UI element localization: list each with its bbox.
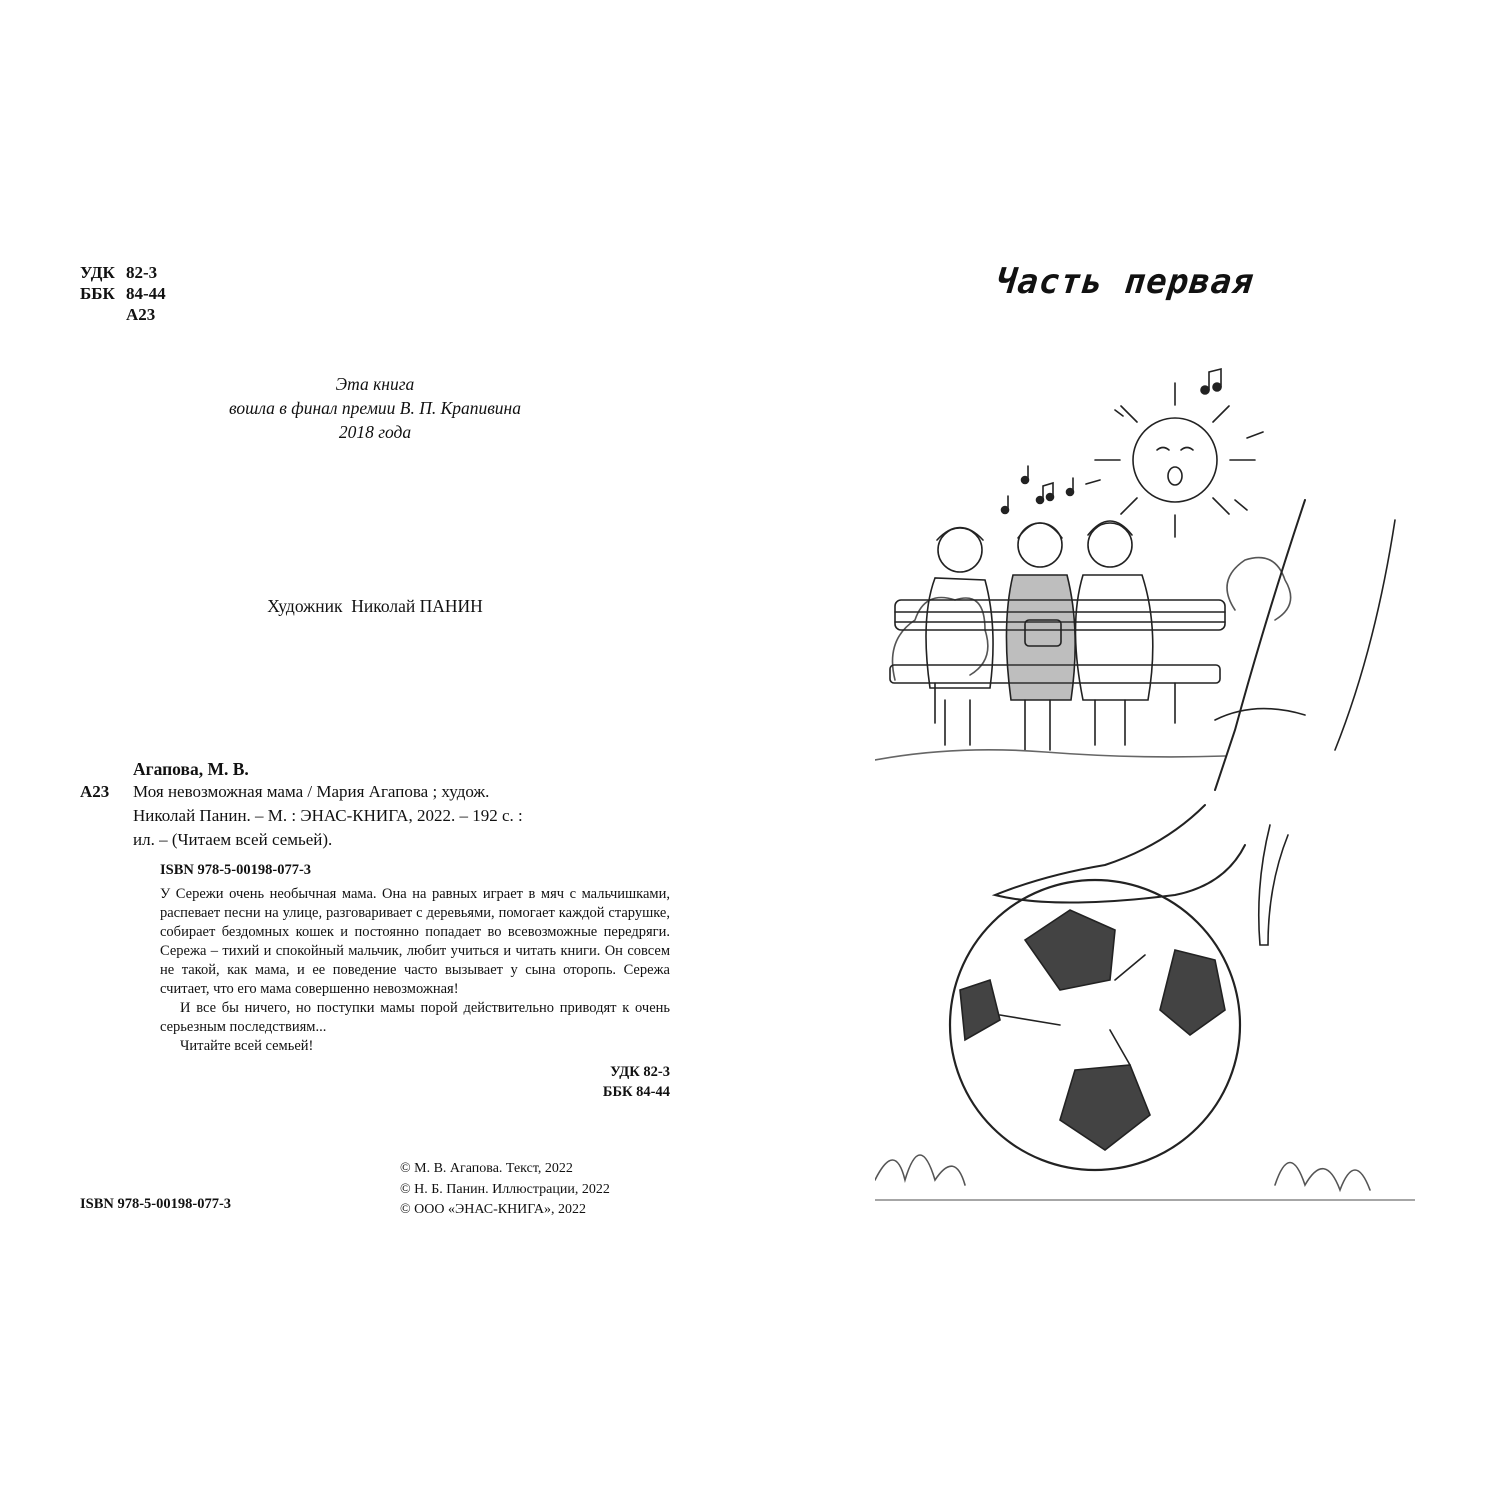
- high-heel-shoe-icon: [995, 500, 1395, 945]
- classification-codes: [80, 262, 166, 325]
- award-line: вошла в финал премии В. П. Крапивина: [229, 398, 521, 418]
- soccer-ball-icon: [950, 880, 1240, 1170]
- bbk-label: ББК: [80, 284, 115, 303]
- right-page: [750, 0, 1500, 1500]
- copyright-line: © ООО «ЭНАС-КНИГА», 2022: [400, 1202, 586, 1217]
- catalog-isbn: ISBN 978-5-00198-077-3: [160, 862, 312, 878]
- entry-line: Николай Панин. – М. : ЭНАС-КНИГА, 2022. – 192 с. :: [133, 806, 523, 825]
- part-title: Часть первая: [994, 262, 1256, 302]
- catalog-index: А23: [80, 782, 110, 801]
- award-note: [80, 372, 670, 444]
- author-index: А23: [126, 305, 156, 324]
- annotation-paragraph: У Сережи очень необычная мама. Она на равных играет в мяч с мальчишками, распевает песни на улице, разговаривает с деревьями, помогает каждой старушке, собирает бездомных кошек и постоянно попадает во всевозможные передряги. Сережа – тихий и спокойный мальчик, любит учиться и читать книги. Он совсем не такой, как мама, и ее поведение часто вызывает у сына оторопь. Сережа считает, что его мама совершенно невозможная!: [160, 886, 670, 997]
- catalog-entry-text: [133, 780, 523, 852]
- catalog-entry: [80, 780, 670, 852]
- copyright-line: © М. В. Агапова. Текст, 2022: [400, 1161, 573, 1176]
- entry-line: Моя невозможная мама / Мария Агапова ; худож.: [133, 782, 490, 801]
- catalog-author: Агапова, М. В.: [133, 759, 249, 779]
- annotation: [80, 885, 670, 1056]
- isbn-bottom: ISBN 978-5-00198-077-3: [80, 1196, 232, 1212]
- catalog-bbk: ББК 84-44: [602, 1084, 670, 1100]
- music-notes-icon: [1002, 369, 1222, 514]
- annotation-paragraph: Читайте всей семьей!: [180, 1038, 314, 1054]
- bbk-value: 84-44: [126, 284, 166, 303]
- singing-sun-icon: [1086, 383, 1263, 537]
- singing-women-icon: [926, 521, 1153, 750]
- award-line: Эта книга: [335, 374, 415, 394]
- chapter-illustration: [875, 350, 1415, 1230]
- annotation-paragraph: И все бы ничего, но поступки мамы порой действительно приводят к очень серьезным последствиям...: [160, 1000, 670, 1035]
- award-line: 2018 года: [338, 422, 412, 442]
- catalog-codes: [80, 1062, 670, 1102]
- entry-line: ил. – (Читаем всей семьей).: [133, 830, 333, 849]
- catalog-udk: УДК 82-3: [610, 1064, 670, 1080]
- copyright-block: [400, 1159, 610, 1221]
- udk-label: УДК: [80, 263, 115, 282]
- udk-value: 82-3: [126, 263, 158, 282]
- catalog-record: [80, 758, 670, 1102]
- artist-credit: Художник Николай ПАНИН: [267, 596, 483, 616]
- copyright-line: © Н. Б. Панин. Иллюстрации, 2022: [400, 1181, 610, 1197]
